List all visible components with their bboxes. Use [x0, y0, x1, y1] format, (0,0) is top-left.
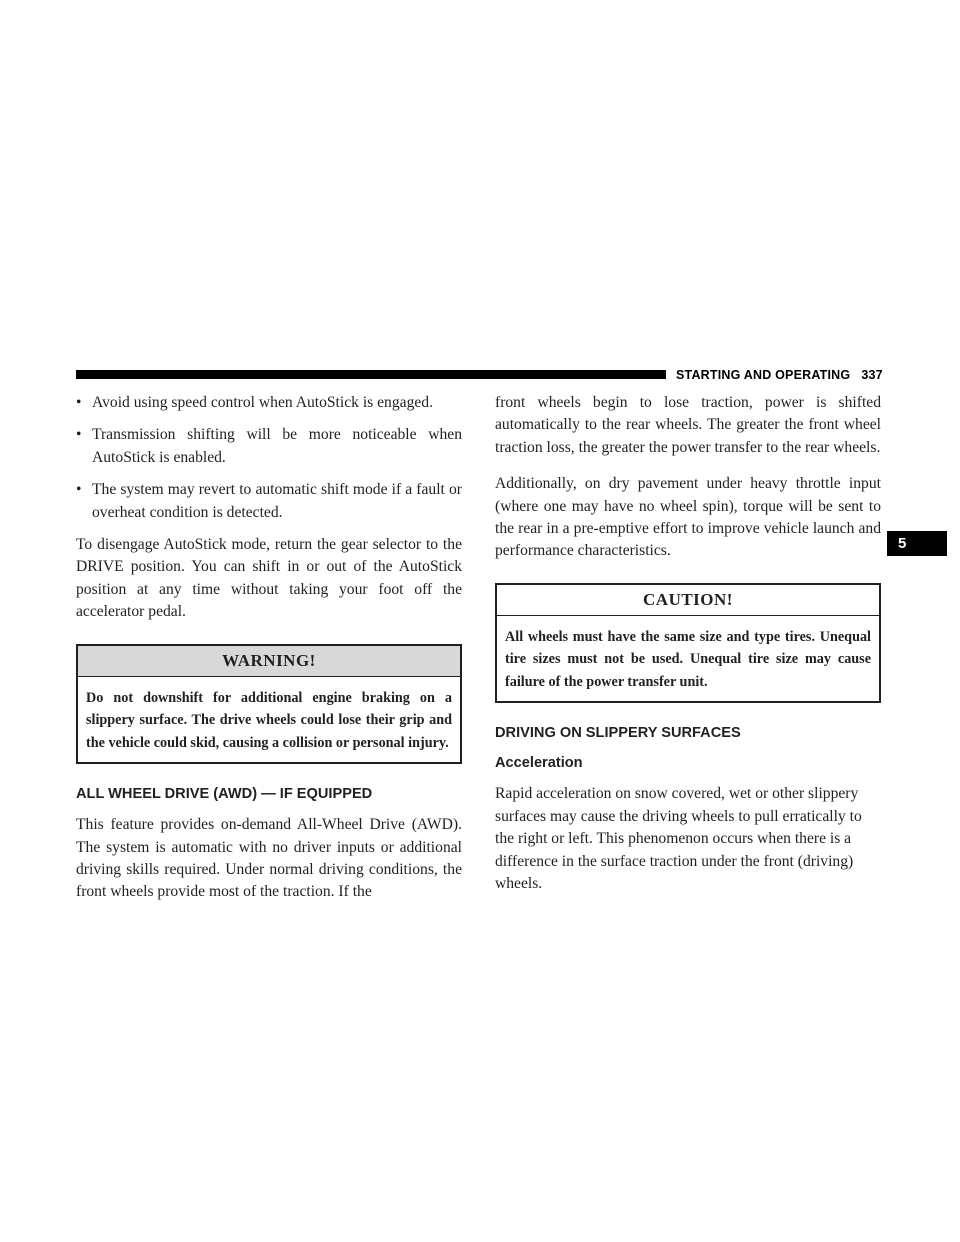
page-number: 337 — [861, 368, 883, 382]
warning-body: Do not downshift for additional engine braking on a slippery surface. The drive wheels could lose their grip and the vehicle could skid, causing a collision or personal injury. — [86, 689, 452, 751]
chapter-tab: 5 — [887, 531, 947, 556]
bullet-icon: • — [76, 481, 82, 499]
warning-box — [76, 644, 462, 765]
running-header — [676, 365, 883, 385]
autostick-paragraph: To disengage AutoStick mode, return the gear selector to the DRIVE position. You can shift in or out of the AutoStick position at any time without taking your foot off the accelerator pedal. — [76, 536, 462, 621]
right-column — [495, 392, 881, 909]
slippery-heading: DRIVING ON SLIPPERY SURFACES — [495, 725, 741, 742]
caution-box — [495, 583, 881, 704]
traction-paragraph: front wheels begin to lose traction, power is shifted automatically to the rear wheels. The greater the front wheel traction loss, the greater the power transfer to the rear wheels. — [495, 394, 881, 456]
caution-body: All wheels must have the same size and type tires. Unequal tire sizes must not be used. Unequal tire size may cause failure of the power transfer unit. — [505, 628, 871, 690]
bullet-icon: • — [76, 426, 82, 444]
acceleration-paragraph: Rapid acceleration on snow covered, wet or other slippery surfaces may cause the driving wheels to pull erratically to the right or left. This phenomenon occurs when there is a difference in the surface traction under the front (driving) wheels. — [495, 785, 862, 892]
bullet-text: Avoid using speed control when AutoStick is engaged. — [92, 394, 433, 411]
awd-paragraph: This feature provides on-demand All-Wheel Drive (AWD). The system is automatic with no driver inputs or additional driving skills required. Under normal driving conditions, the front wheels provide most of the traction. If the — [76, 816, 462, 901]
bullet-text: Transmission shifting will be more noticeable when AutoStick is enabled. — [92, 426, 462, 466]
bullet-item — [76, 479, 462, 524]
dry-pavement-paragraph: Additionally, on dry pavement under heavy throttle input (where one may have no wheel spin), torque will be sent to the rear in a pre-emptive effort to improve vehicle launch and performance characteristics. — [495, 475, 881, 560]
caution-title: CAUTION! — [497, 585, 879, 616]
awd-heading: ALL WHEEL DRIVE (AWD) — IF EQUIPPED — [76, 786, 373, 803]
left-column — [76, 392, 462, 918]
bullet-item — [76, 392, 462, 414]
bullet-icon: • — [76, 394, 82, 411]
section-title: STARTING AND OPERATING — [676, 368, 851, 382]
warning-title: WARNING! — [78, 646, 460, 677]
bullet-item — [76, 424, 462, 469]
header-bar — [76, 370, 666, 379]
acceleration-heading: Acceleration — [495, 755, 583, 772]
bullet-text: The system may revert to automatic shift mode if a fault or overheat condition is detected. — [92, 481, 462, 521]
